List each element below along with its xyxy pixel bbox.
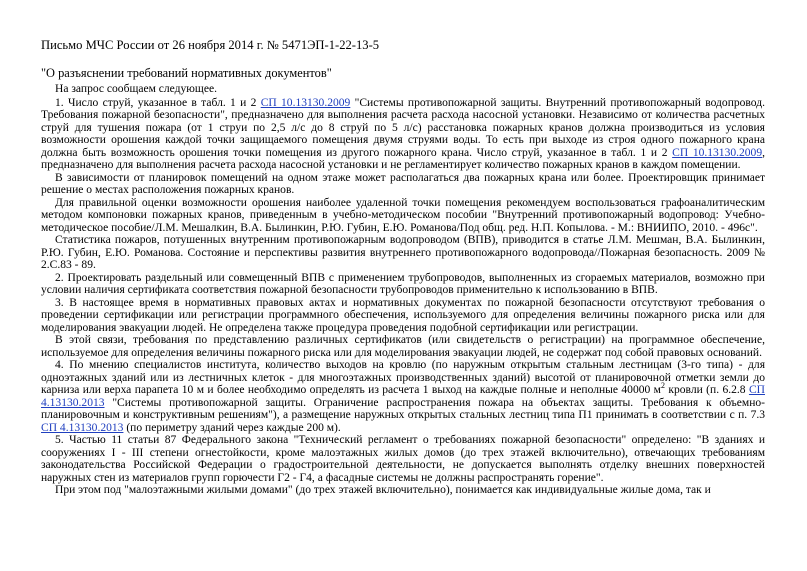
document-subtitle: "О разъяснении требований нормативных документов" bbox=[41, 66, 332, 80]
paragraph-3: Для правильной оценки возможности орошения наиболее удаленной точки помещения рекомендуем воспользоваться графоаналитическим методом компоновки пожарных кранов, приведенным в учебно-методическом пособии "Внутренний противопожарный водопровод: Учебно-методическое пособие/Л.М. Мешалкин, В.А. Былинкин, Р.Ю. Губин, Е.Ю. Романова/Под общ. ред. Н.П. Копылова. - М.: ВНИИПО, 2010. - 496с". bbox=[41, 196, 765, 234]
p8-text-3: "Системы противопожарной защиты. Ограничение распространения пожара на объектах защиты. Требования к объемно-планировочным и конструктивным решениям"), а размещение наружных открытых стальных лестниц типа П1 принимать в соответствии с п. 7.3 bbox=[41, 396, 765, 421]
paragraph-6: 3. В настоящее время в нормативных правовых актах и нормативных документах по пожарной безопасности отсутствуют требования о проведении сертификации или регистрации программного обеспечения, используемого для определения величины пожарного риска или для моделирования эвакуации людей. Не определена также процедура проведения подобной сертификации или регистрации. bbox=[41, 296, 765, 334]
intro-paragraph: На запрос сообщаем следующее. bbox=[55, 83, 217, 95]
p8-superscript: 2 bbox=[660, 381, 665, 391]
p8-text-2: кровли (п. 6.2.8 bbox=[664, 384, 749, 396]
document-body bbox=[41, 83, 765, 497]
paragraph-2: В зависимости от планировок помещений на одном этаже может располагаться два пожарных крана или более. Проектировщик принимает решение о местах расположения пожарных кранов. bbox=[41, 171, 765, 196]
paragraph-9: 5. Частью 11 статьи 87 Федерального закона "Технический регламент о требованиях пожарной безопасности" определено: "В зданиях и сооружениях I - III степени огнестойкости, кроме малоэтажных жилых домов (до трех этажей включительно), отвечающих требованиям законодательства Российской Федерации о градостроительной деятельности, не допускается выполнять отделку внешних поверхностей наружных стен из материалов групп горючести Г2 - Г4, а фасадные системы не должны распространять горение". bbox=[41, 434, 765, 484]
link-sp-10-13130-2009-second[interactable]: СП 10.13130.2009 bbox=[672, 146, 763, 159]
paragraph-10: При этом под "малоэтажными жилыми домами" (до трех этажей включительно), понимается как индивидуальные жилые дома, так и bbox=[55, 484, 711, 496]
link-sp-4-13130-2013[interactable]: СП 4.13130.2013 bbox=[41, 384, 765, 409]
p8-text-4: (по периметру зданий через каждые 200 м). bbox=[123, 421, 341, 434]
document-title: Письмо МЧС России от 26 ноября 2014 г. № 5471ЭП-1-22-13-5 bbox=[41, 38, 380, 52]
link-sp-4-13130-2013-second[interactable]: СП 4.13130.2013 bbox=[41, 421, 124, 434]
paragraph-1 bbox=[41, 97, 765, 172]
paragraph-8 bbox=[41, 359, 765, 434]
paragraph-7: В этой связи, требования по представлению различных сертификатов (или свидетельств о регистрации) на программное обеспечение, используемое для определения величины пожарного риска или для моделирования эвакуации людей, не содержат под собой правовых оснований. bbox=[41, 334, 765, 359]
p1-text-3: , предназначено для выполнения расчета расхода насосной установки и не регламентирует количество пожарных кранов в каждом помещении. bbox=[41, 146, 765, 171]
p1-text-1: 1. Число струй, указанное в табл. 1 и 2 bbox=[55, 96, 261, 109]
paragraph-4: Статистика пожаров, потушенных внутренним противопожарным водопроводом (ВПВ), приводится в статье Л.М. Мешман, В.А. Былинкин, Р.Ю. Губин, Е.Ю. Романова. Состояние и перспективы развития внутреннего противопожарного водопровода//Пожарная безопасность. 2009 № 2.С.83 - 89. bbox=[41, 234, 765, 271]
paragraph-5: 2. Проектировать раздельный или совмещенный ВПВ с применением трубопроводов, выполненных из сгораемых материалов, возможно при условии наличия сертификата соответствия пожарной безопасности трубопроводов применительно к использованию в ВПВ. bbox=[41, 271, 765, 296]
p8-text-1: 4. По мнению специалистов института, количество выходов на кровлю (по наружным открытым стальным лестницам (3-го типа) - для одноэтажных зданий или из лестничных клеток - для многоэтажных производственных зданий) высотой от планировочной отметки земли до карниза или верха парапета 10 м и более необходимо определять из расчета 1 выход на каждые полные и неполные 40000 м bbox=[41, 359, 765, 396]
p1-text-2: "Системы противопожарной защиты. Внутренний противопожарный водопровод. Требования пожарной безопасности", предназначено для выполнения расчета расхода насосной установки. Независимо от количества расчетных струй для тушения пожара (от 1 струи по 2,5 л/с до 8 струй по 5 л/с) расстановка пожарных кранов должна производиться из условия возможности орошения каждой точки защищаемого помещения двумя струями воды. То есть при выходе из строя одного пожарного крана должна быть возможность орошения точки помещения из другого пожарного крана. Число струй, указанное в табл. 1 и 2 bbox=[41, 96, 766, 159]
link-sp-10-13130-2009[interactable]: СП 10.13130.2009 bbox=[260, 96, 351, 109]
